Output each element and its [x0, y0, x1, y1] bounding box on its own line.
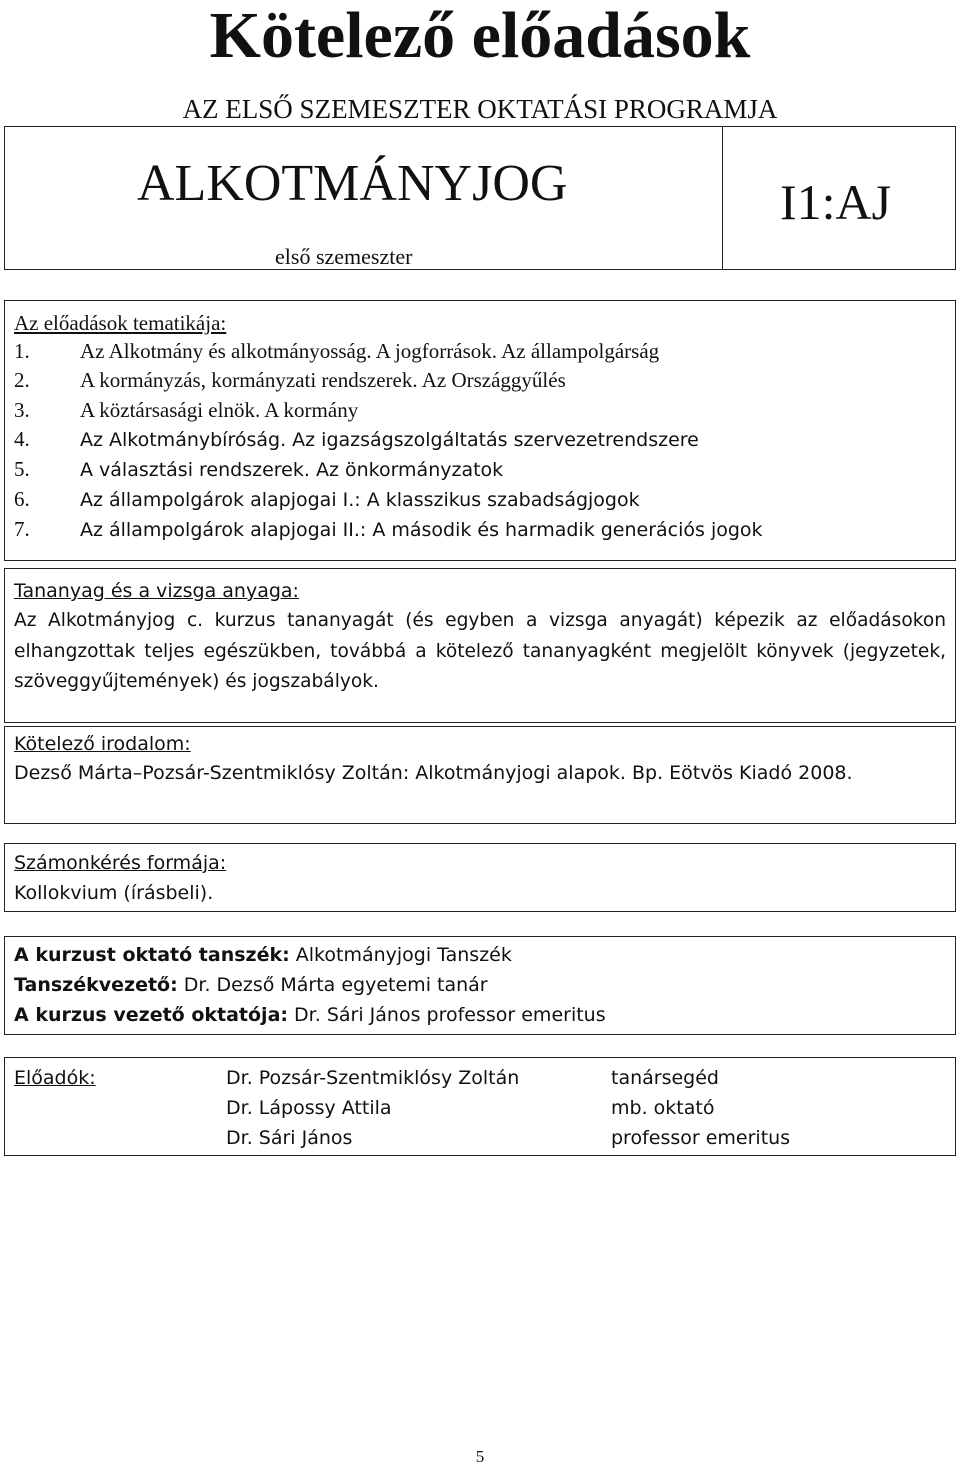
head-label: Tanszékvezető:	[14, 974, 178, 996]
leader-value: Dr. Sári János professor emeritus	[294, 1004, 606, 1026]
topic-text: Az Alkotmány és alkotmányosság. A jogforrások. Az állampolgárság	[80, 339, 660, 363]
topic-text: Az állampolgárok alapjogai I.: A klasszikus szabadságjogok	[80, 489, 640, 511]
topic-number: 4.	[14, 427, 30, 451]
lecturer-role: mb. oktató	[611, 1097, 715, 1119]
leader-label: A kurzus vezető oktatója:	[14, 1004, 288, 1026]
topic-item	[14, 514, 763, 545]
department-row	[14, 940, 512, 970]
semester-label: első szemeszter	[275, 244, 413, 269]
department-value: Alkotmányjogi Tanszék	[295, 944, 512, 966]
lecturer-role: tanársegéd	[611, 1067, 719, 1089]
topic-item	[14, 484, 640, 515]
topic-item	[14, 424, 699, 455]
topic-text: A köztársasági elnök. A kormány	[80, 398, 359, 422]
material-heading: Tananyag és a vizsga anyaga:	[14, 580, 299, 602]
course-name: ALKOTMÁNYJOG	[137, 155, 568, 212]
head-row	[14, 970, 488, 1000]
lecturers-heading: Előadók:	[14, 1067, 96, 1089]
topic-number: 1.	[14, 339, 30, 363]
course-code: I1:AJ	[780, 174, 892, 230]
program-subtitle: AZ ELSŐ SZEMESZTER OKTATÁSI PROGRAMJA	[182, 94, 778, 124]
lecturer-name: Dr. Sári János	[226, 1127, 353, 1149]
topic-text: Az Alkotmánybíróság. Az igazságszolgáltatás szervezetrendszere	[80, 429, 699, 451]
exam-text: Kollokvium (írásbeli).	[14, 882, 214, 904]
topic-number: 5.	[14, 457, 30, 481]
topic-item	[14, 365, 566, 395]
topic-number: 7.	[14, 517, 30, 541]
lecturer-name: Dr. Pozsár-Szentmiklósy Zoltán	[226, 1067, 520, 1089]
topic-text: A választási rendszerek. Az önkormányzatok	[80, 459, 504, 481]
lecturer-role: professor emeritus	[611, 1127, 791, 1149]
page-number: 5	[475, 1447, 485, 1466]
exam-heading: Számonkérés formája:	[14, 852, 227, 874]
leader-row	[14, 1000, 606, 1030]
topic-item	[14, 454, 503, 485]
topic-text: A kormányzás, kormányzati rendszerek. Az Országgyűlés	[80, 368, 566, 392]
literature-heading: Kötelező irodalom:	[14, 733, 191, 755]
header-divider	[722, 127, 723, 269]
topic-item	[14, 336, 659, 366]
department-label: A kurzust oktató tanszék:	[14, 944, 290, 966]
topics-heading: Az előadások tematikája:	[14, 311, 227, 335]
head-value: Dr. Dezső Márta egyetemi tanár	[183, 974, 488, 996]
topic-number: 6.	[14, 487, 30, 511]
topic-number: 2.	[14, 368, 30, 392]
topic-text: Az állampolgárok alapjogai II.: A második és harmadik generációs jogok	[80, 519, 763, 541]
topic-item	[14, 395, 358, 425]
topic-number: 3.	[14, 398, 30, 422]
lecturer-name: Dr. Lápossy Attila	[226, 1097, 392, 1119]
literature-text: Dezső Márta–Pozsár-Szentmiklósy Zoltán: Alkotmányjogi alapok. Bp. Eötvös Kiadó 2008.	[14, 762, 853, 784]
material-text: Az Alkotmányjog c. kurzus tananyagát (és egyben a vizsga anyagát) képezik az előadásokon elhangzottak teljes egészükben, továbbá a kötelező tananyagként megjelölt könyvek (jegyzetek, szöveggyűjtemények) és jogszabályok.	[14, 610, 946, 692]
page-title: Kötelező előadások	[209, 0, 751, 72]
